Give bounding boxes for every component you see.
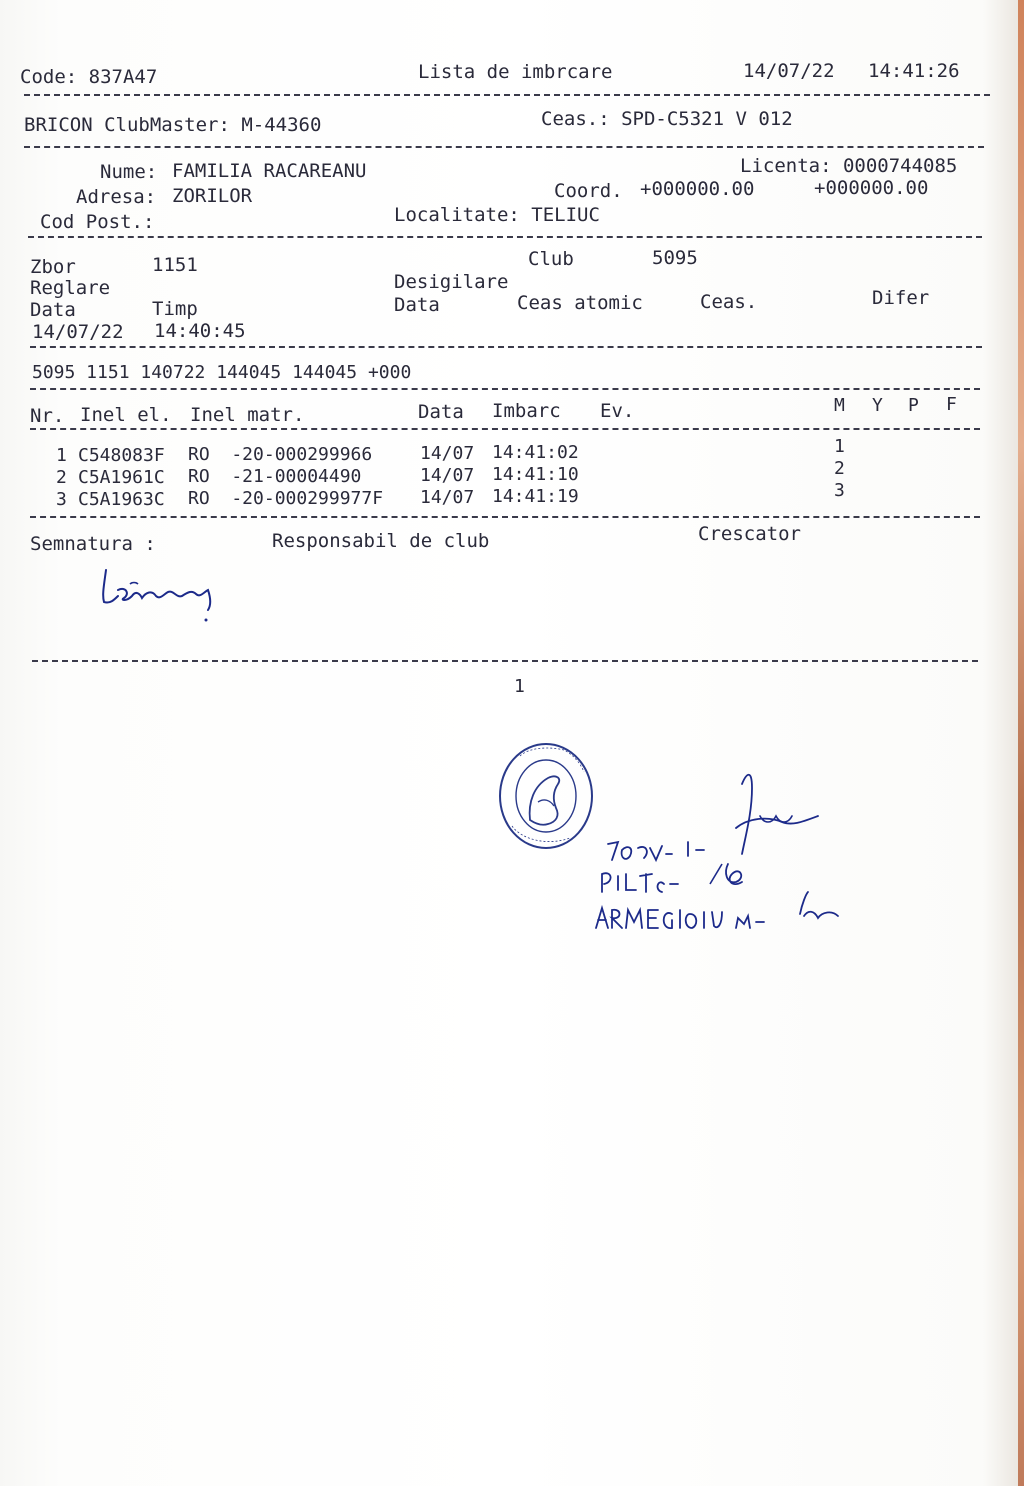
row-time: 14:41:02 [492, 442, 579, 463]
row-date: 14/07 [420, 487, 475, 508]
owner-name-label: Nume: [100, 161, 158, 183]
flight-number: 1151 [152, 254, 198, 276]
coord-y: +000000.00 [814, 177, 929, 199]
row-date: 14/07 [420, 443, 475, 464]
coord-x: +000000.00 [640, 178, 755, 200]
breeder-signature [96, 560, 236, 630]
row-ring: RO -20-000299966 [188, 444, 373, 465]
page-number: 1 [514, 676, 525, 697]
row-time: 14:41:10 [492, 464, 579, 485]
document-title: Lista de imbrcare [418, 61, 613, 83]
row-electronic-ring: C5A1961C [78, 467, 165, 488]
col-y: Y [872, 395, 883, 416]
row-electronic-ring: C548083F [78, 445, 165, 466]
row-nr: 1 [56, 445, 67, 466]
row-m: 3 [834, 480, 845, 501]
row-m: 2 [834, 458, 845, 479]
col-electronic-ring: Inel el. [80, 404, 172, 426]
row-date: 14/07 [420, 465, 475, 486]
postcode-label: Cod Post.: [40, 211, 155, 233]
col-date: Data [418, 401, 464, 423]
setting-date-label: Data [30, 299, 76, 321]
setting-time: 14:40:45 [154, 320, 246, 342]
col-ev: Ev. [600, 400, 635, 422]
col-ring-number: Inel matr. [190, 404, 305, 426]
print-date: 14/07/22 [743, 60, 835, 82]
licence: Licenta: 0000744085 [740, 155, 958, 177]
setting-date: 14/07/22 [32, 321, 124, 343]
unseal-label: Desigilare [394, 271, 509, 293]
clubmaster-id: BRICON ClubMaster: M-44360 [24, 114, 322, 136]
divider [28, 236, 982, 238]
row-electronic-ring: C5A1963C [78, 489, 165, 510]
owner-address-label: Adresa: [76, 186, 157, 208]
difference-label: Difer [872, 287, 930, 309]
divider [30, 388, 980, 390]
code-label: Code: 837A47 [20, 66, 158, 88]
col-nr: Nr. [30, 405, 65, 427]
divider [24, 146, 984, 148]
col-boarding: Imbarc [492, 400, 561, 422]
signature-label: Semnatura : [30, 533, 156, 555]
flight-label: Zbor [30, 256, 76, 278]
col-m: M [834, 395, 845, 416]
clock-id: Ceas.: SPD-C5321 V 012 [541, 108, 793, 130]
col-f: F [946, 394, 957, 415]
coord-label: Coord. [554, 180, 623, 202]
col-p: P [908, 395, 919, 416]
divider [30, 516, 980, 518]
locality: Localitate: TELIUC [394, 204, 600, 226]
row-ring: RO -21-00004490 [188, 466, 362, 487]
owner-address: ZORILOR [172, 185, 253, 207]
row-nr: 2 [56, 467, 67, 488]
summary-line: 5095 1151 140722 144045 144045 +000 [32, 362, 412, 383]
print-time: 14:41:26 [868, 60, 960, 82]
club-number: 5095 [652, 247, 698, 269]
owner-name: FAMILIA RACAREANU [172, 160, 367, 182]
paper-edge [1018, 0, 1024, 1486]
row-ring: RO -20-000299977F [188, 488, 384, 509]
row-nr: 3 [56, 489, 67, 510]
setting-time-label: Timp [152, 298, 198, 320]
divider [24, 94, 990, 96]
row-m: 1 [834, 436, 845, 457]
clock-label: Ceas. [700, 291, 758, 313]
divider [30, 346, 982, 348]
atomic-clock-label: Ceas atomic [517, 292, 643, 314]
unseal-date-label: Data [394, 294, 440, 316]
committee-signatures [592, 764, 852, 944]
divider [32, 660, 978, 662]
row-time: 14:41:19 [492, 486, 579, 507]
setting-label: Reglare [30, 277, 111, 299]
club-stamp [498, 742, 594, 850]
divider [30, 428, 980, 430]
club-label: Club [528, 248, 574, 270]
club-responsible-label: Responsabil de club [272, 530, 490, 552]
breeder-label: Crescator [698, 523, 801, 545]
